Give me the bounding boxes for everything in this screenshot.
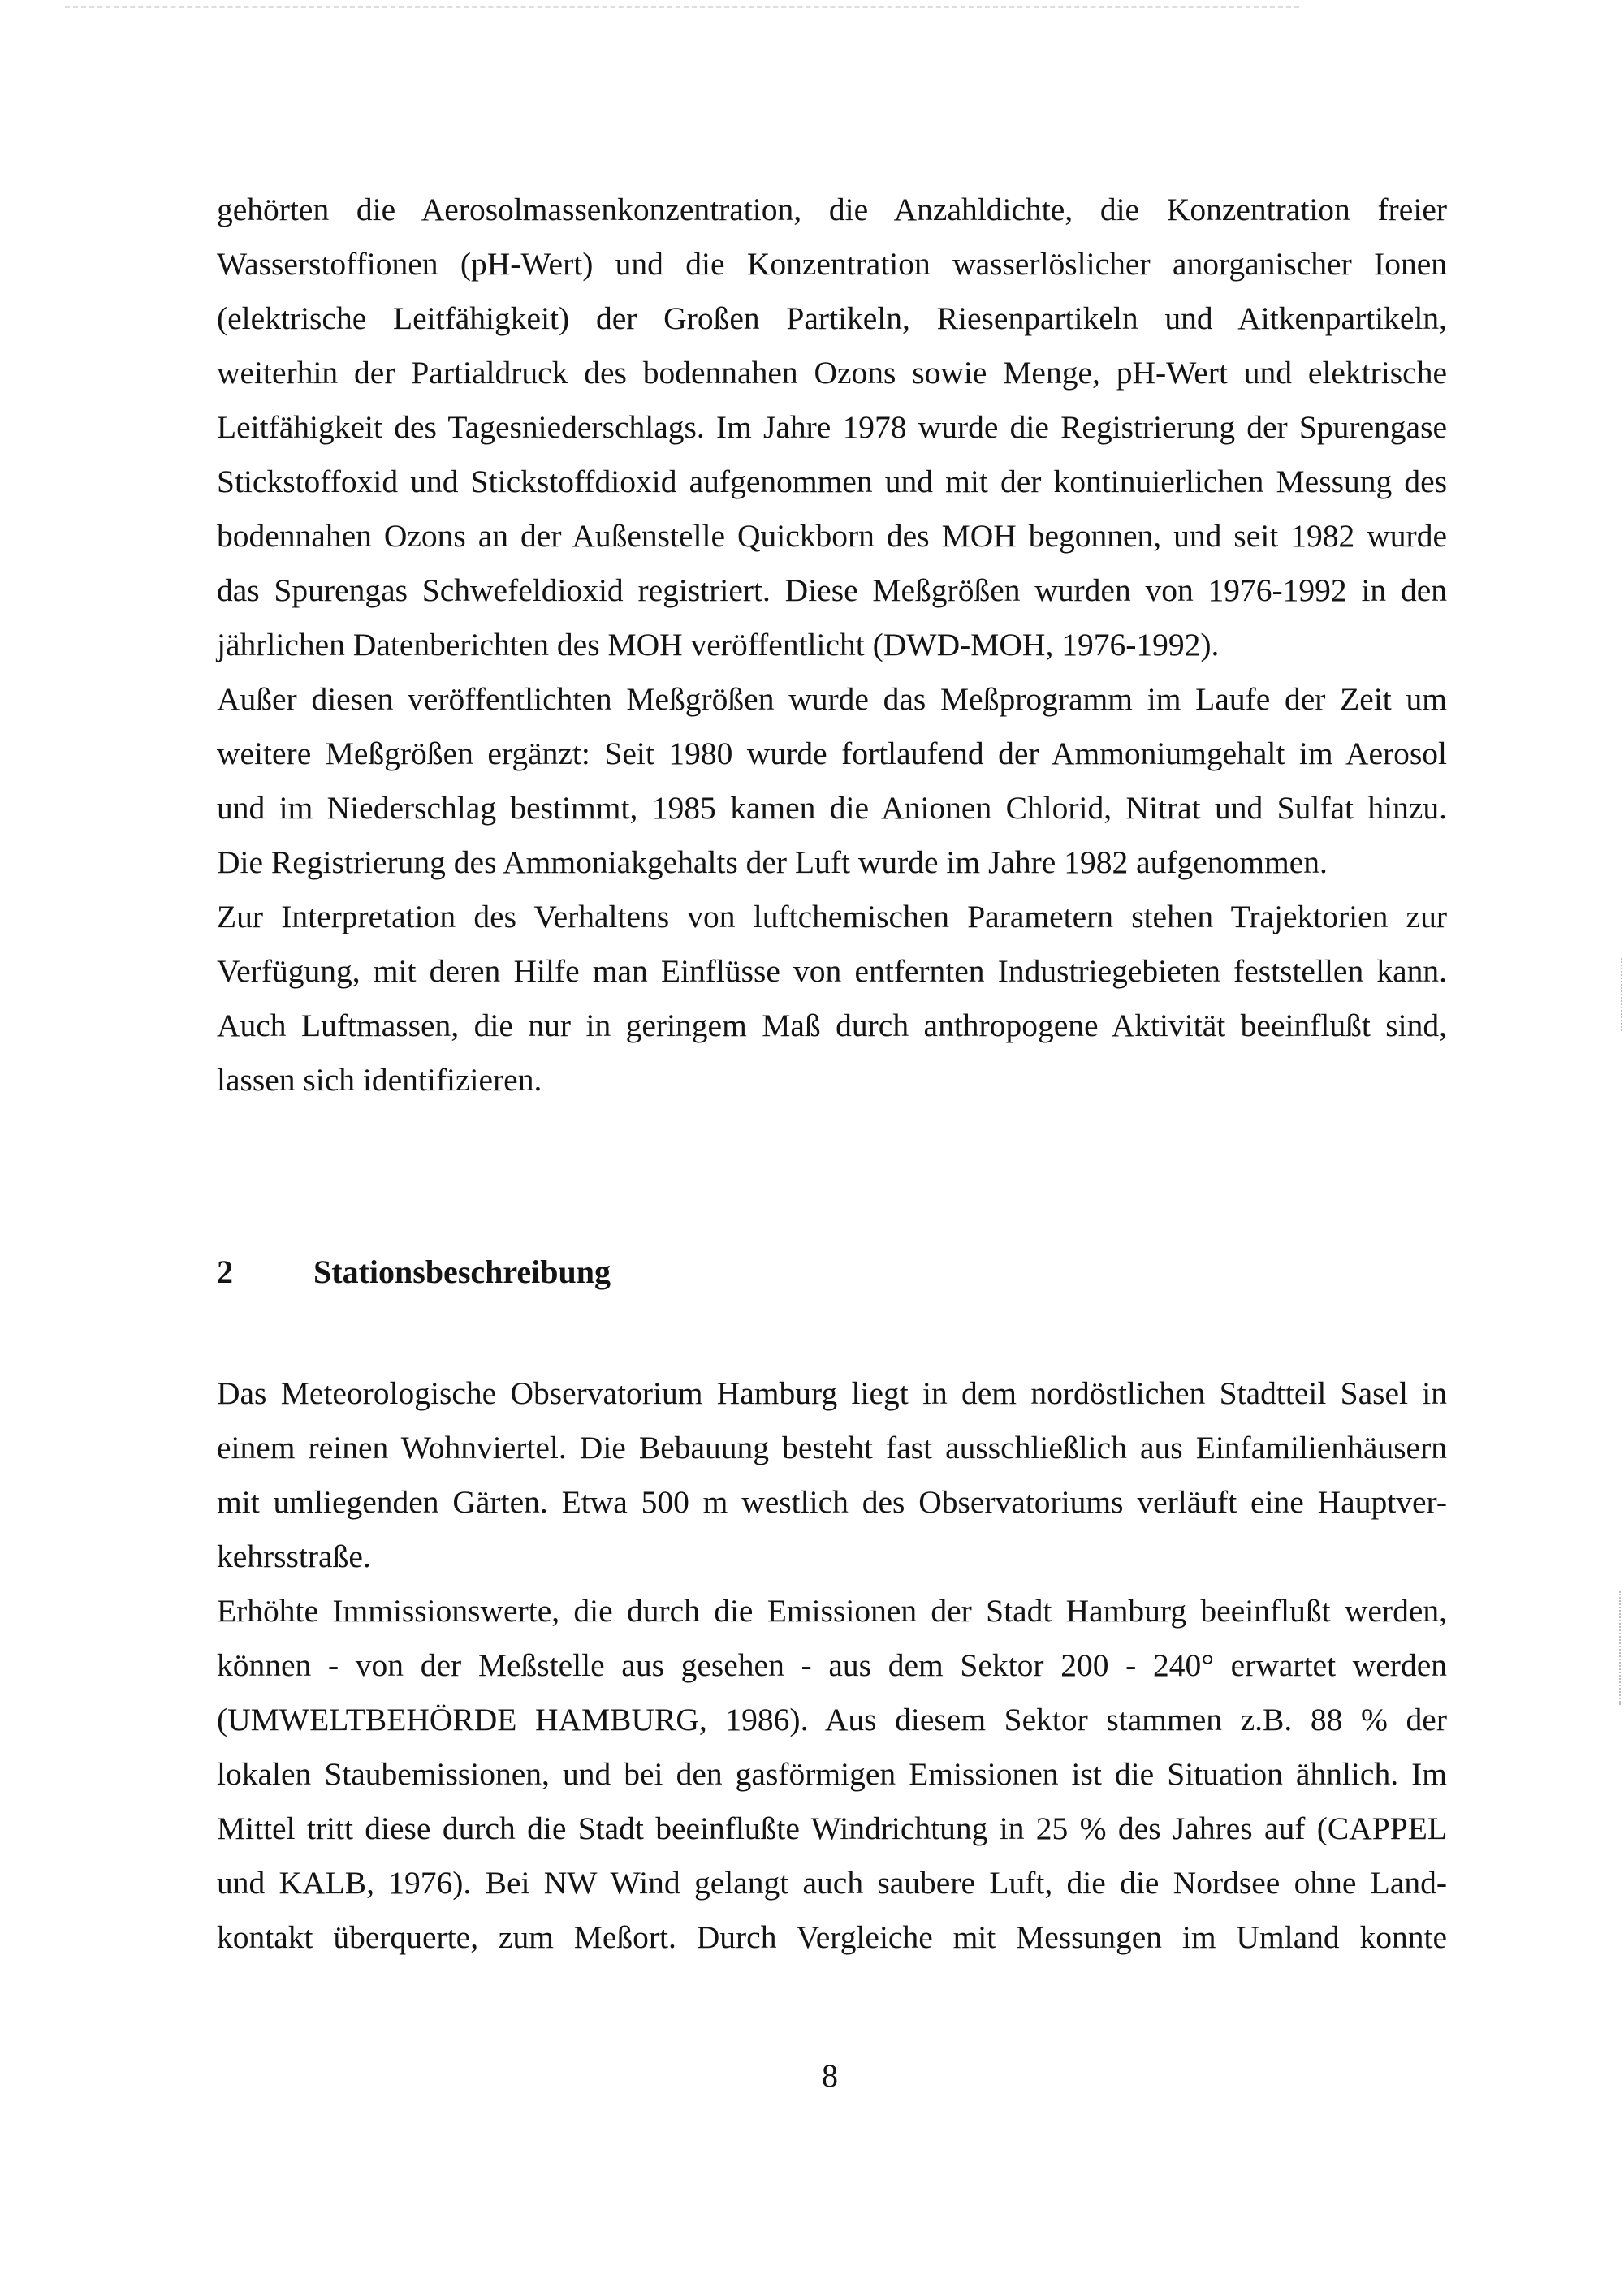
text-line: weitere Meßgrößen ergänzt: Seit 1980 wurde fortlaufend der Ammoniumgehalt im Aerosol bbox=[217, 736, 1447, 771]
text-line: das Spurengas Schwefeldioxid registriert. Diese Meßgrößen wurden von 1976-1992 in den bbox=[217, 572, 1447, 608]
text-line: Das Meteorologische Observatorium Hamburg liegt in dem nordöstlichen Stadtteil Sasel in bbox=[217, 1375, 1447, 1411]
text-line: und KALB, 1976). Bei NW Wind gelangt auch saubere Luft, die die Nordsee ohne Land- bbox=[217, 1865, 1447, 1901]
scan-margin-mark bbox=[1619, 1591, 1621, 1705]
text-line: bodennahen Ozons an der Außenstelle Quickborn des MOH begonnen, und seit 1982 wurde bbox=[217, 518, 1447, 554]
text-line: Leitfähigkeit des Tagesniederschlags. Im Jahre 1978 wurde die Registrierung der Spurengase bbox=[217, 409, 1447, 445]
text-line: Mittel tritt diese durch die Stadt beeinflußte Windrichtung in 25 % des Jahres auf (CAPPEL bbox=[217, 1810, 1447, 1846]
text-line: kontakt überquerte, zum Meßort. Durch Vergleiche mit Messungen im Umland konnte bbox=[217, 1919, 1447, 1955]
scan-margin-mark bbox=[1621, 958, 1622, 1031]
scan-top-edge bbox=[65, 6, 1299, 8]
text-line: Außer diesen veröffentlichten Meßgrößen wurde das Meßprogramm im Laufe der Zeit um bbox=[217, 681, 1447, 717]
text-line: einem reinen Wohnviertel. Die Bebauung besteht fast ausschließlich aus Einfamilienhäusern bbox=[217, 1430, 1447, 1465]
text-line: Auch Luftmassen, die nur in geringem Maß durch anthropogene Aktivität beeinflußt sind, bbox=[217, 1008, 1447, 1043]
text-line: kehrsstraße. bbox=[217, 1539, 371, 1574]
text-line: Verfügung, mit deren Hilfe man Einflüsse von entfernten Industriegebieten feststellen kann. bbox=[217, 953, 1447, 989]
text-line: lassen sich identifizieren. bbox=[217, 1062, 542, 1098]
text-line: Die Registrierung des Ammoniakgehalts der Luft wurde im Jahre 1982 aufgenommen. bbox=[217, 844, 1328, 880]
text-line: Wasserstoffionen (pH-Wert) und die Konzentration wasserlöslicher anorganischer Ionen bbox=[217, 246, 1447, 282]
text-line: gehörten die Aerosolmassenkonzentration, die Anzahldichte, die Konzentration freier bbox=[217, 192, 1447, 227]
text-line: und im Niederschlag bestimmt, 1985 kamen die Anionen Chlorid, Nitrat und Sulfat hinzu. bbox=[217, 790, 1447, 826]
text-line: weiterhin der Partialdruck des bodennahen Ozons sowie Menge, pH-Wert und elektrische bbox=[217, 355, 1447, 391]
text-line: Erhöhte Immissionswerte, die durch die Emissionen der Stadt Hamburg beeinflußt werden, bbox=[217, 1593, 1447, 1629]
text-line: lokalen Staubemissionen, und bei den gasförmigen Emissionen ist die Situation ähnlich. Im bbox=[217, 1756, 1447, 1792]
page-number: 8 bbox=[822, 2057, 838, 2094]
text-line: Stickstoffoxid und Stickstoffdioxid aufgenommen und mit der kontinuierlichen Messung des bbox=[217, 464, 1447, 499]
text-line: mit umliegenden Gärten. Etwa 500 m westlich des Observatoriums verläuft eine Hauptver- bbox=[217, 1484, 1447, 1520]
text-line: können - von der Meßstelle aus gesehen - aus dem Sektor 200 - 240° erwartet werden bbox=[217, 1647, 1447, 1683]
text-line: (elektrische Leitfähigkeit) der Großen Partikeln, Riesenpartikeln und Aitkenpartikeln, bbox=[217, 300, 1447, 336]
text-line: jährlichen Datenberichten des MOH veröffentlicht (DWD-MOH, 1976-1992). bbox=[217, 627, 1220, 662]
text-line: Zur Interpretation des Verhaltens von luftchemischen Parametern stehen Trajektorien zur bbox=[217, 899, 1447, 934]
section-number: 2 bbox=[217, 1254, 233, 1290]
text-line: (UMWELTBEHÖRDE HAMBURG, 1986). Aus diesem Sektor stammen z.B. 88 % der bbox=[217, 1702, 1447, 1737]
section-title: Stationsbeschreibung bbox=[313, 1254, 611, 1290]
